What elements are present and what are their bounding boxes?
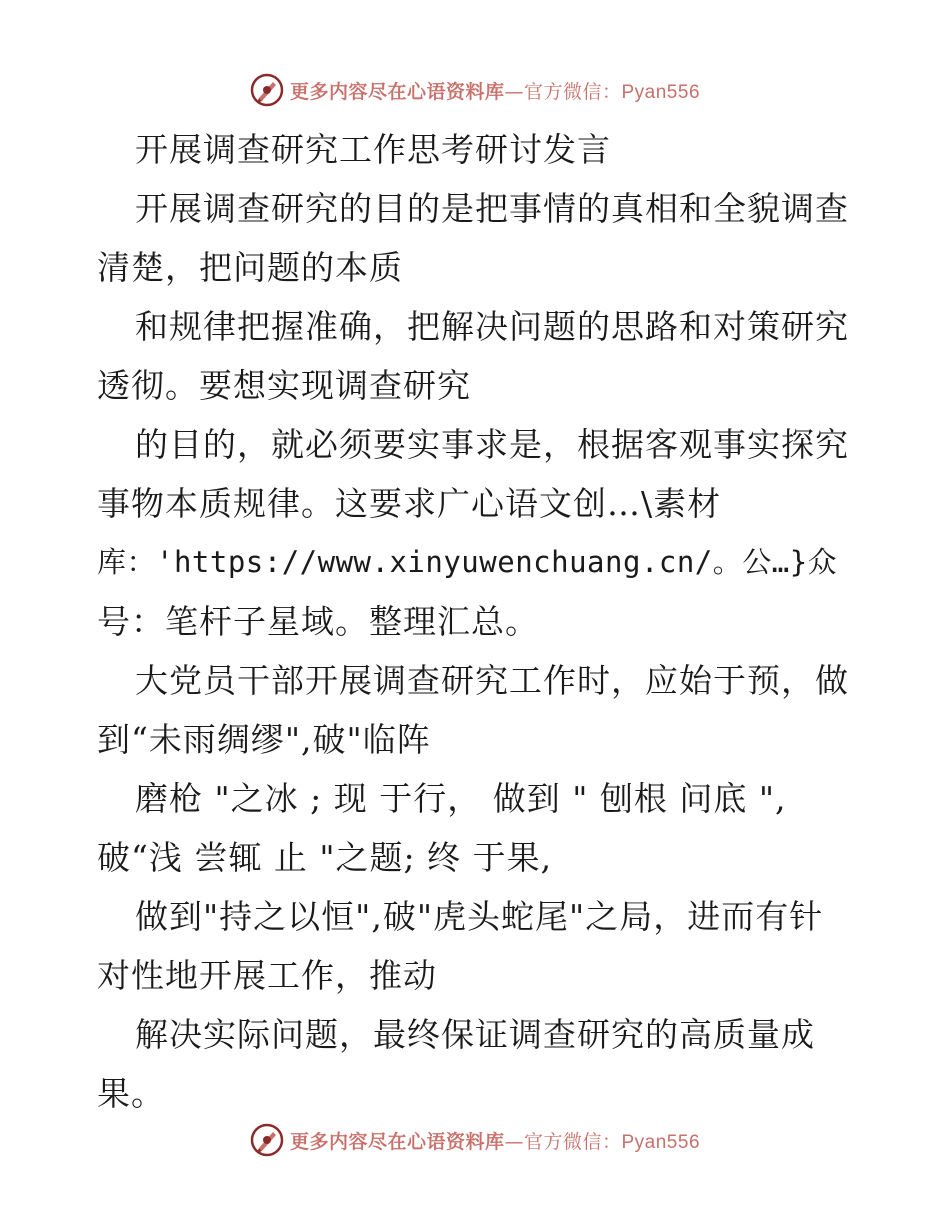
paragraph-line: 破“浅 尝辄 止 "之题; 终 于果, xyxy=(97,838,553,877)
paragraph-line: 透彻。要想实现调查研究 xyxy=(97,366,471,405)
document-title: 开展调查研究工作思考研讨发言 xyxy=(135,130,611,169)
footer-banner-separator: — xyxy=(504,1130,524,1153)
paragraph-line: 磨枪 "之冰 ; 现 于行， 做到 " 刨根 问底 ", xyxy=(135,779,787,818)
paragraph-line: 到“未雨绸缪",破"临阵 xyxy=(97,720,431,759)
paragraph-line: 做到"持之以恒",破"虎头蛇尾"之局，进而有针 xyxy=(135,897,824,936)
paragraph-line-url: 库：'https://www.xinyuwenchuang.cn/。公…}众 xyxy=(97,545,838,579)
paragraph-line: 和规律把握准确，把解决问题的思路和对策研究 xyxy=(135,307,849,346)
header-banner-text xyxy=(290,77,700,104)
paragraph-line: 对性地开展工作，推动 xyxy=(97,956,437,995)
footer-wechat-label: 官方微信： xyxy=(523,1130,622,1153)
header-banner xyxy=(0,70,950,110)
footer-banner xyxy=(0,1120,950,1160)
footer-banner-text xyxy=(290,1127,700,1154)
paragraph-line: 果。 xyxy=(97,1074,165,1113)
paragraph-line: 大党员干部开展调查研究工作时，应始于预，做 xyxy=(135,661,849,700)
header-banner-main: 更多内容尽在心语资料库 xyxy=(289,80,505,103)
paragraph-line: 的目的，就必须要实事求是，根据客观事实探究 xyxy=(135,425,849,464)
footer-banner-main: 更多内容尽在心语资料库 xyxy=(289,1130,505,1153)
paragraph-line: 解决实际问题，最终保证调查研究的高质量成 xyxy=(135,1015,815,1054)
header-wechat-label: 官方微信： xyxy=(523,80,622,103)
paragraph-line: 事物本质规律。这要求广心语文创…\素材 xyxy=(97,484,722,523)
pen-logo-icon xyxy=(250,73,284,107)
document-body xyxy=(97,120,857,1123)
pen-logo-icon xyxy=(250,1123,284,1157)
paragraph-line: 清楚，把问题的本质 xyxy=(97,248,403,287)
paragraph-line: 号：笔杆子星域。整理汇总。 xyxy=(97,602,539,641)
footer-wechat-id: Pyan556 xyxy=(621,1131,701,1153)
header-banner-separator: — xyxy=(504,80,524,103)
paragraph-line: 开展调查研究的目的是把事情的真相和全貌调查 xyxy=(135,189,849,228)
header-wechat-id: Pyan556 xyxy=(621,81,701,103)
